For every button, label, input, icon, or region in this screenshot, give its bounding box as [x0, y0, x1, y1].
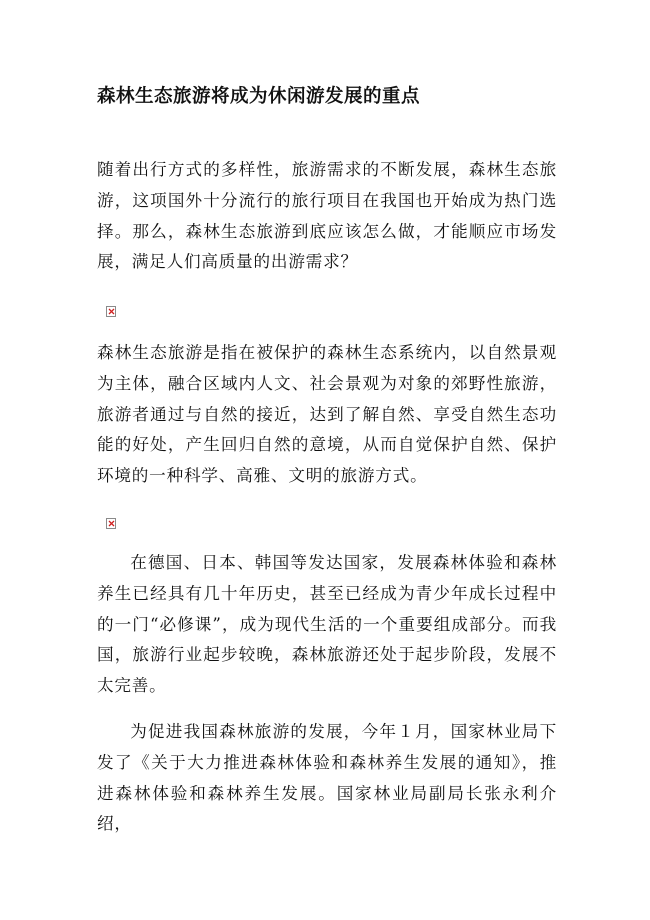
document-title: 森林生态旅游将成为休闲游发展的重点: [97, 86, 421, 107]
broken-image-icon: [106, 518, 116, 529]
paragraph-international: 在德国、日本、韩国等发达国家，发展森林体验和森林养生已经具有几十年历史，甚至已经成为青少年成长过程中的一门“必修课”，成为现代生活的一个重要组成部分。而我国，旅游行业起步较晚，森林旅游还处于起步阶段，发展不太完善。: [97, 553, 557, 696]
broken-image-icon: [106, 306, 116, 317]
paragraph-definition: 森林生态旅游是指在被保护的森林生态系统内，以自然景观为主体，融合区域内人文、社会景观为对象的郊野性旅游，旅游者通过与自然的接近，达到了解自然、享受自然生态功能的好处，产生回归自然的意境，从而自觉保护自然、保护环境的一种科学、高雅、文明的旅游方式。: [97, 343, 557, 486]
paragraph-policy: 为促进我国森林旅游的发展，今年１月，国家林业局下发了《关于大力推进森林体验和森林养生发展的通知》，推进森林体验和森林养生发展。国家林业局副局长张永利介绍，: [97, 722, 557, 834]
paragraph-intro: 随着出行方式的多样性，旅游需求的不断发展，森林生态旅游，这项国外十分流行的旅行项目在我国也开始成为热门选择。那么，森林生态旅游到底应该怎么做，才能顺应市场发展，满足人们高质量的出游需求？: [97, 160, 557, 272]
